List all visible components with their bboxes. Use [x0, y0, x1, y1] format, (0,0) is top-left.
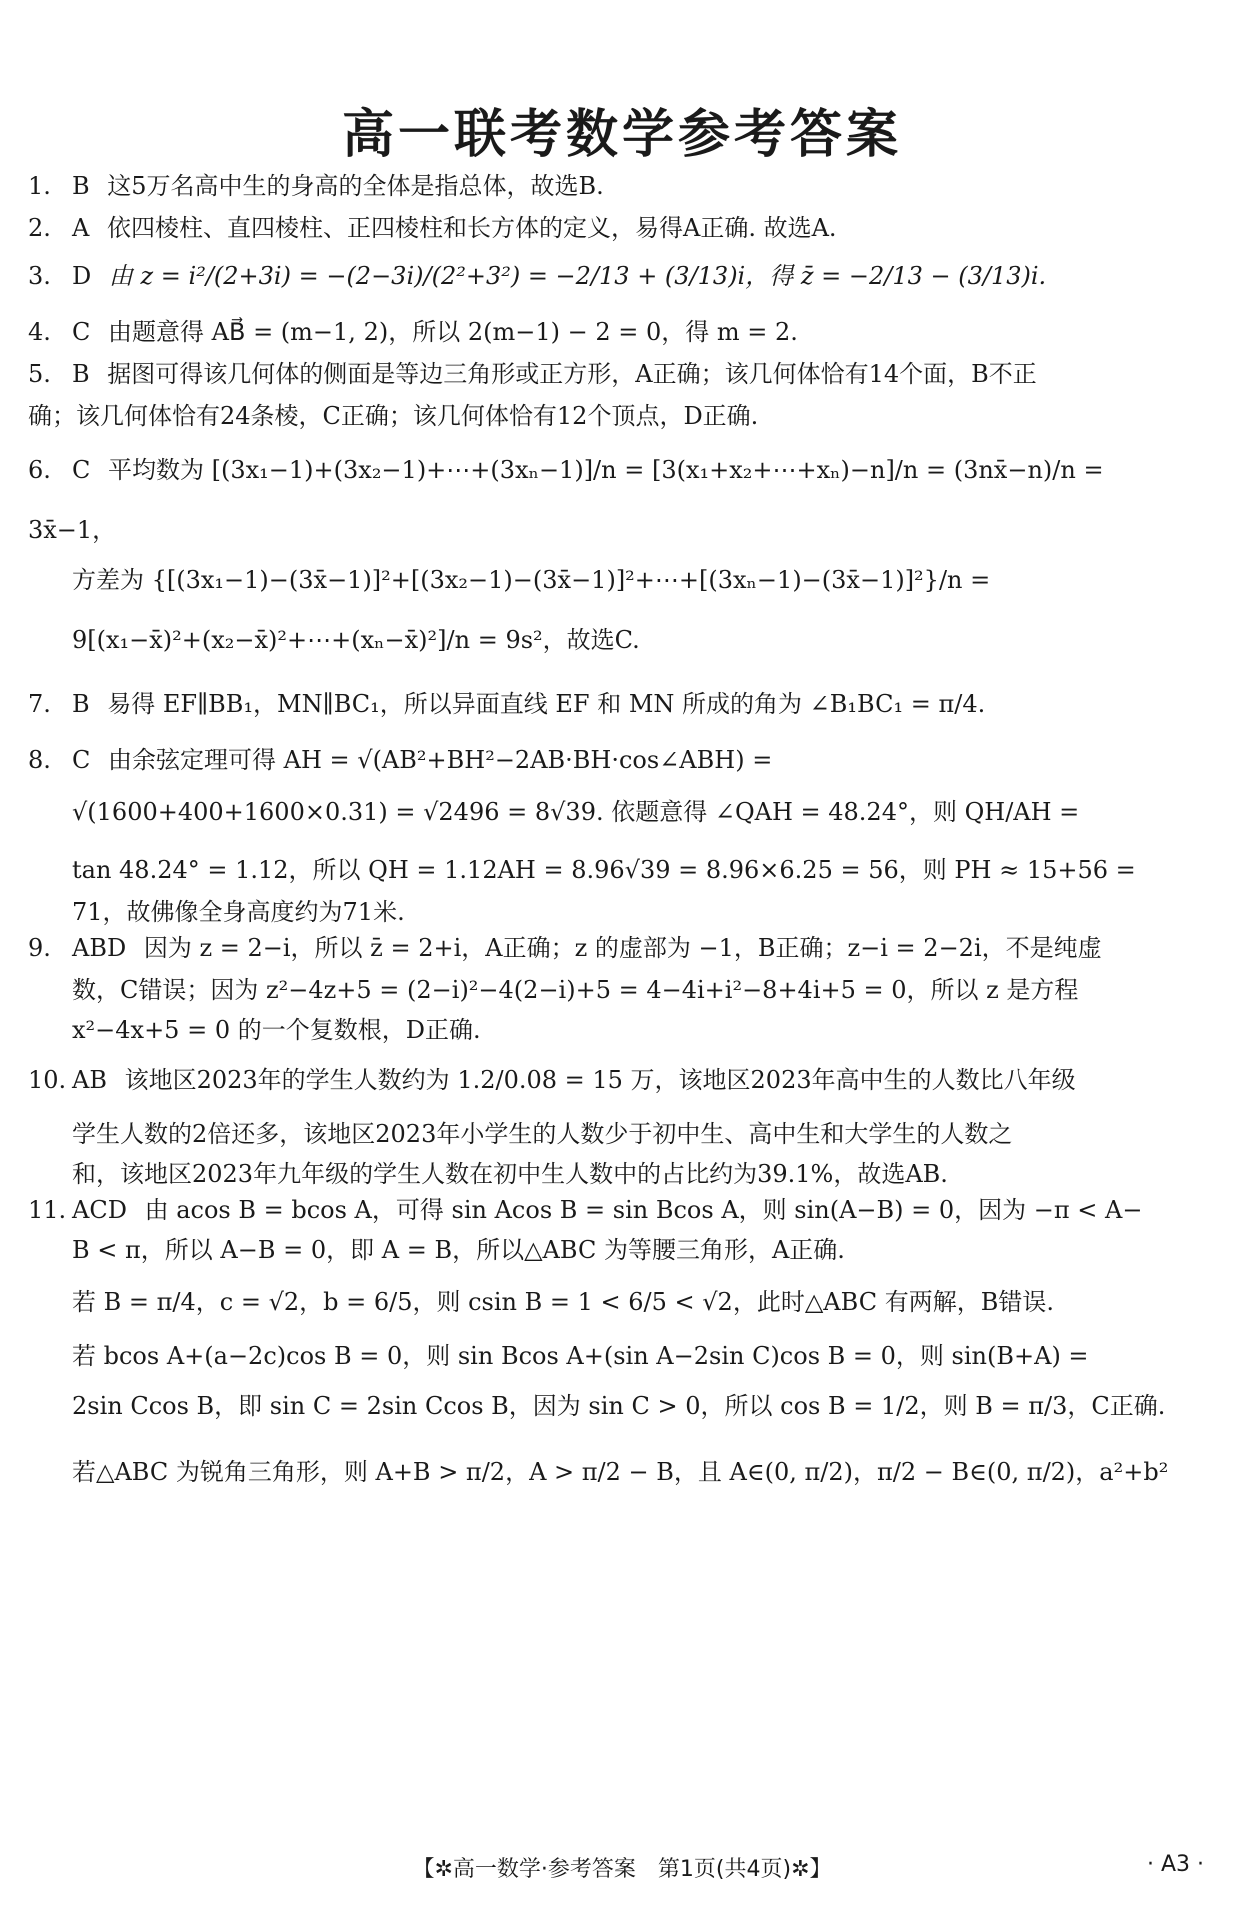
answer-text: 由 z = i²/(2+3i) = −(2−3i)/(2²+3²) = −2/13 + (3/13)i，得 z̄ = −2/13 − (3/13)i. [108, 262, 1047, 290]
answer-11-line-4: 若 bcos A+(a−2c)cos B = 0，则 sin Bcos A+(sin A−2sin C)cos B = 0，则 sin(B+A) = [72, 1342, 1089, 1370]
answer-11-line-3: 若 B = π/4，c = √2，b = 6/5，则 csin B = 1 < 6/5 < √2，此时△ABC 有两解，B错误. [72, 1288, 1054, 1316]
answer-number: 8. [28, 746, 51, 774]
answer-number: 1. [28, 172, 51, 200]
answer-text: 由 acos B = bcos A，可得 sin Acos B = sin Bcos A，则 sin(A−B) = 0，因为 −π < A− [144, 1196, 1143, 1224]
answer-text: 依四棱柱、直四棱柱、正四棱柱和长方体的定义，易得A正确. 故选A. [106, 214, 837, 242]
answer-9-line-3: x²−4x+5 = 0 的一个复数根，D正确. [72, 1016, 481, 1044]
page-code: · A3 · [1146, 1852, 1204, 1877]
answer-key: B [72, 172, 90, 200]
answer-key: C [72, 318, 91, 346]
answer-number: 7. [28, 690, 51, 718]
answer-text: 由余弦定理可得 AH = √(AB²+BH²−2AB·BH·cos∠ABH) = [108, 746, 773, 774]
answer-text: 由题意得 AB⃗ = (m−1, 2)，所以 2(m−1) − 2 = 0，得 m = 2. [108, 318, 798, 346]
answer-key: B [72, 360, 90, 388]
answer-9-line-2: 数，C错误；因为 z²−4z+5 = (2−i)²−4(2−i)+5 = 4−4i+i²−8+4i+5 = 0，所以 z 是方程 [72, 976, 1079, 1004]
answer-key: B [72, 690, 90, 718]
answer-key: AB [72, 1066, 107, 1094]
answer-number: 9. [28, 934, 51, 962]
answer-number: 6. [28, 456, 51, 484]
answer-5 [28, 350, 1216, 398]
answer-11-line-2: B < π，所以 A−B = 0，即 A = B，所以△ABC 为等腰三角形，A正确. [72, 1236, 845, 1264]
answer-1 [28, 162, 1216, 210]
answer-number: 10. [28, 1066, 67, 1094]
answer-10-line-3: 和，该地区2023年九年级的学生人数在初中生人数中的占比约为39.1%，故选AB. [72, 1160, 948, 1188]
answer-key: C [72, 746, 91, 774]
answer-8-line-3: tan 48.24° = 1.12，所以 QH = 1.12AH = 8.96√39 = 8.96×6.25 = 56，则 PH ≈ 15+56 = [72, 856, 1136, 884]
answer-text: 易得 EF∥BB₁，MN∥BC₁，所以异面直线 EF 和 MN 所成的角为 ∠B₁BC₁ = π/4. [107, 690, 986, 718]
answer-9 [28, 924, 1216, 972]
answer-6-line-4: 9[(x₁−x̄)²+(x₂−x̄)²+⋯+(xₙ−x̄)²]/n = 9s²，故选C. [72, 626, 640, 654]
answer-text: 据图可得该几何体的侧面是等边三角形或正方形，A正确；该几何体恰有14个面，B不正 [107, 360, 1037, 388]
answer-key: D [72, 262, 92, 290]
answer-11-line-6: 若△ABC 为锐角三角形，则 A+B > π/2，A > π/2 − B，且 A∈(0, π/2)，π/2 − B∈(0, π/2)，a²+b² [72, 1458, 1169, 1486]
answer-number: 2. [28, 214, 51, 242]
answer-key: C [72, 456, 91, 484]
answer-8-line-2: √(1600+400+1600×0.31) = √2496 = 8√39. 依题意得 ∠QAH = 48.24°，则 QH/AH = [72, 798, 1080, 826]
answer-4 [28, 308, 1216, 356]
answer-8-line-4: 71，故佛像全身高度约为71米. [72, 898, 405, 926]
answer-11-line-5: 2sin Ccos B，即 sin C = 2sin Ccos B，因为 sin C > 0，所以 cos B = 1/2，则 B = π/3，C正确. [72, 1392, 1166, 1420]
answer-6 [28, 446, 1216, 494]
answer-7 [28, 680, 1216, 728]
answer-number: 11. [28, 1196, 67, 1224]
answer-key: A [72, 214, 90, 242]
answer-text: 因为 z = 2−i，所以 z̄ = 2+i，A正确；z 的虚部为 −1，B正确；z−i = 2−2i，不是纯虚 [143, 934, 1102, 962]
answer-text: 这5万名高中生的身高的全体是指总体，故选B. [107, 172, 604, 200]
answer-3 [28, 252, 1216, 300]
answer-number: 3. [28, 262, 51, 290]
answer-5-line-2: 确；该几何体恰有24条棱，C正确；该几何体恰有12个顶点，D正确. [28, 402, 759, 430]
answer-2 [28, 204, 1216, 252]
answer-key: ACD [72, 1196, 127, 1224]
answer-10-line-2: 学生人数的2倍还多，该地区2023年小学生的人数少于初中生、高中生和大学生的人数之 [72, 1120, 1013, 1148]
answer-10 [28, 1056, 1216, 1104]
answer-6-line-3: 方差为 {[(3x₁−1)−(3x̄−1)]²+[(3x₂−1)−(3x̄−1)]²+⋯+[(3xₙ−1)−(3x̄−1)]²}/n = [72, 566, 991, 594]
answer-6-line-2: 3x̄−1， [28, 516, 117, 544]
answer-number: 5. [28, 360, 51, 388]
page-footer: 【✲高一数学·参考答案 第1页(共4页)✲】 [412, 1857, 832, 1882]
answer-text: 该地区2023年的学生人数约为 1.2/0.08 = 15 万，该地区2023年高中生的人数比八年级 [124, 1066, 1076, 1094]
answer-key: ABD [72, 934, 127, 962]
answer-number: 4. [28, 318, 51, 346]
page-title: 高一联考数学参考答案 [341, 105, 902, 165]
answer-8 [28, 736, 1216, 784]
answer-text: 平均数为 [(3x₁−1)+(3x₂−1)+⋯+(3xₙ−1)]/n = [3(x₁+x₂+⋯+xₙ)−n]/n = (3nx̄−n)/n = [108, 456, 1104, 484]
